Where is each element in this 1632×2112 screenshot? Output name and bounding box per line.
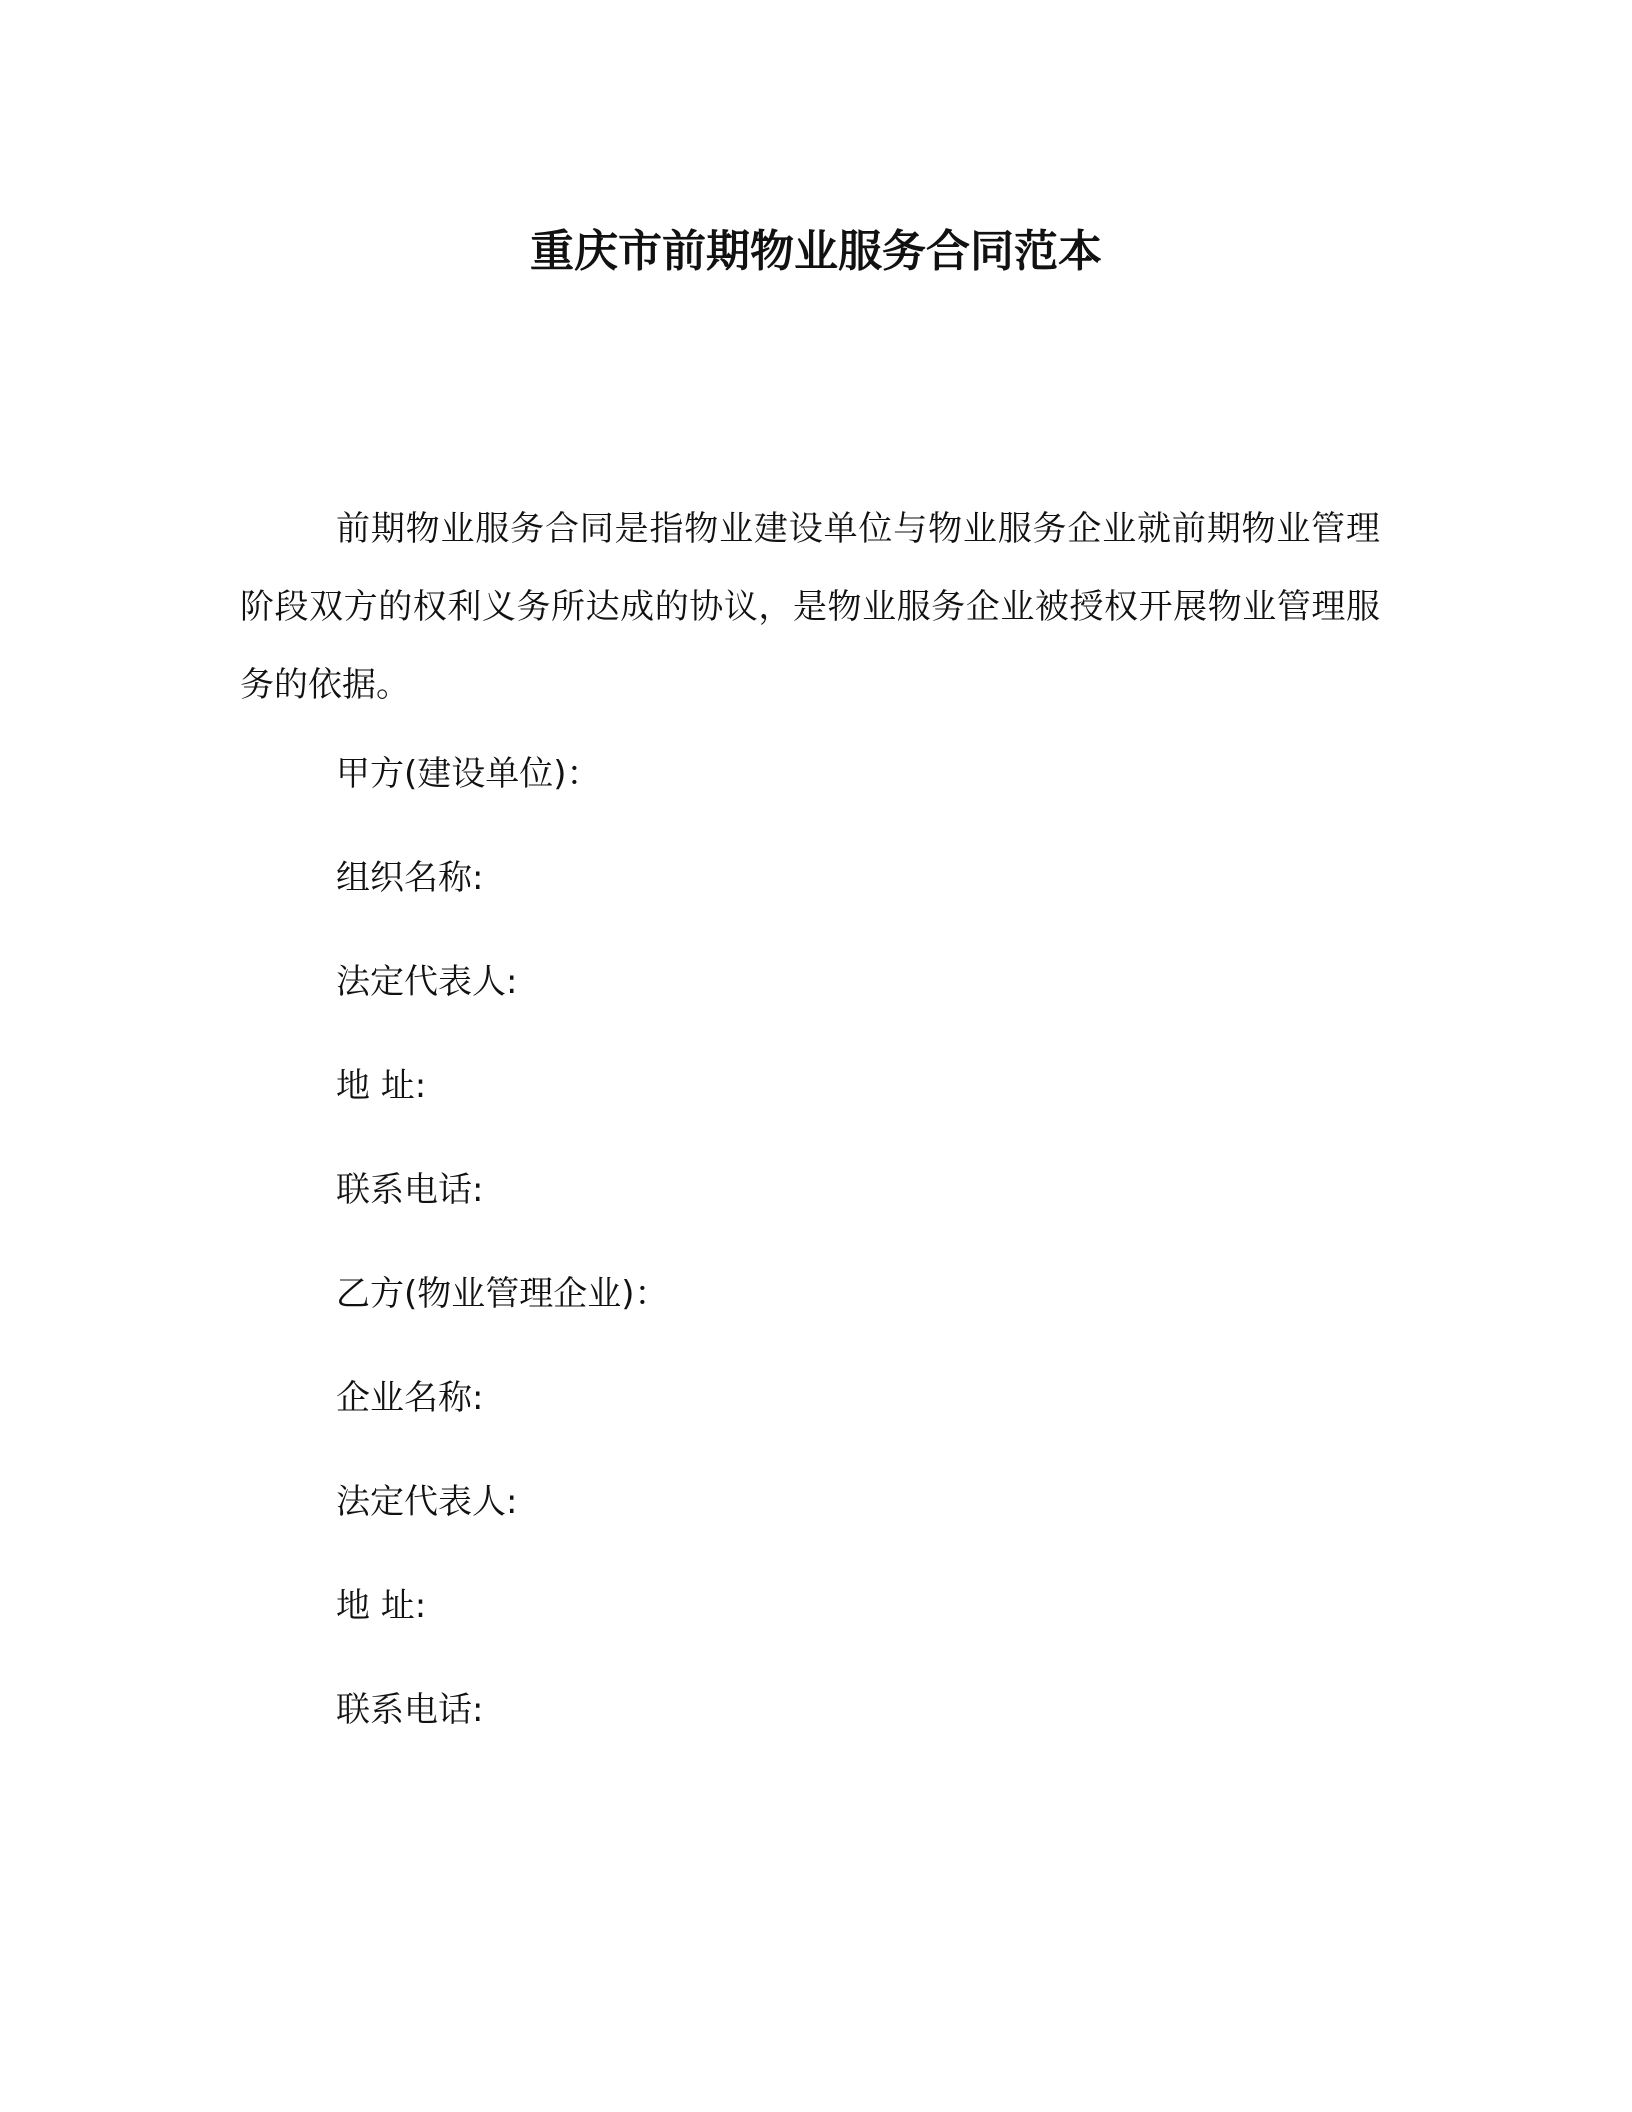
intro-paragraph: 前期物业服务合同是指物业建设单位与物业服务企业就前期物业管理阶段双方的权利义务所达成的协议，是物业服务企业被授权开展物业管理服务的依据。: [240, 509, 1380, 705]
party-b-address-field: 地 址:: [336, 1586, 427, 1626]
party-a-organization-name-field: 组织名称:: [336, 858, 484, 898]
party-fields-list: [336, 742, 1336, 1782]
party-b-heading: 乙方(物业管理企业)：: [336, 1274, 669, 1314]
party-a-heading: 甲方(建设单位)：: [336, 754, 601, 794]
party-a-address-field: 地 址:: [336, 1066, 427, 1106]
party-b-phone-field: 联系电话:: [336, 1690, 484, 1730]
party-b-legal-representative-field: 法定代表人:: [336, 1482, 518, 1522]
document-title: 重庆市前期物业服务合同范本: [530, 226, 1102, 277]
party-a-legal-representative-field: 法定代表人:: [336, 962, 518, 1002]
party-b-company-name-field: 企业名称:: [336, 1378, 484, 1418]
party-a-phone-field: 联系电话:: [336, 1170, 484, 1210]
